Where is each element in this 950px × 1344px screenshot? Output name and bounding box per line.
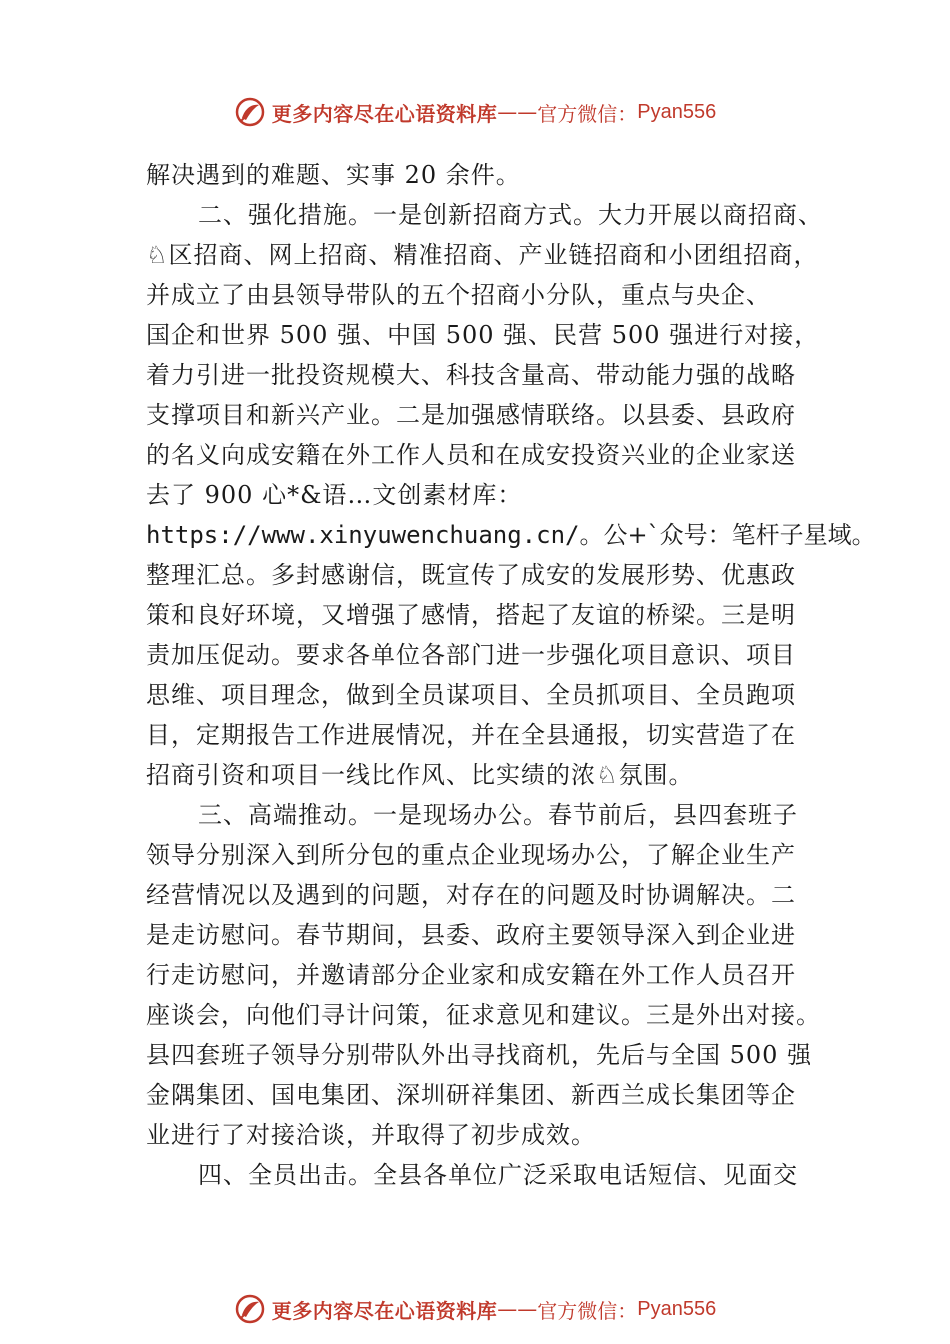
header-banner <box>0 92 950 132</box>
body-line: 支撑项目和新兴产业。二是加强感情联络。以县委、县政府 <box>146 401 796 429</box>
footer-wechat-label: 官方微信： <box>537 1298 638 1323</box>
header-brand-text: 更多内容尽在心语资料库 <box>271 101 498 126</box>
body-line: 国企和世界 500 强、中国 500 强、民营 500 强进行对接， <box>146 321 820 349</box>
body-line-url <box>146 515 876 555</box>
body-line: 整理汇总。多封感谢信，既宣传了成安的发展形势、优惠政 <box>146 561 796 589</box>
body-line: 是走访慰问。春节期间，县委、政府主要领导深入到企业进 <box>146 921 796 949</box>
body-line: 去了 900 心*&语…文创素材库： <box>146 481 523 509</box>
body-line: 业进行了对接洽谈，并取得了初步成效。 <box>146 1121 596 1149</box>
footer-banner <box>0 1289 950 1329</box>
body-line: 三、高端推动。一是现场办公。春节前后，县四套班子 <box>198 801 798 829</box>
body-line: 思维、项目理念，做到全员谋项目、全员抓项目、全员跑项 <box>146 681 796 709</box>
body-line: 四、全员出击。全县各单位广泛采取电话短信、见面交 <box>198 1161 798 1189</box>
header-separator: —— <box>497 100 538 124</box>
brand-logo-icon <box>234 96 266 128</box>
body-line: 策和良好环境，又增强了感情，搭起了友谊的桥梁。三是明 <box>146 601 796 629</box>
account-text: 公+`众号：笔杆子星域。 <box>603 521 876 549</box>
body-line: 金隅集团、国电集团、深圳研祥集团、新西兰成长集团等企 <box>146 1081 796 1109</box>
body-line: 行走访慰问，并邀请部分企业家和成安籍在外工作人员召开 <box>146 961 796 989</box>
body-line: 领导分别深入到所分包的重点企业现场办公，了解企业生产 <box>146 841 796 869</box>
body-line: 的名义向成安籍在外工作人员和在成安投资兴业的企业家送 <box>146 441 796 469</box>
body-line: 并成立了由县领导带队的五个招商小分队，重点与央企、 <box>146 281 771 309</box>
body-line: ♘区招商、网上招商、精准招商、产业链招商和小团组招商， <box>146 241 819 269</box>
document-body <box>146 155 876 1195</box>
body-line: 县四套班子领导分别带队外出寻找商机，先后与全国 500 强 <box>146 1041 813 1069</box>
body-line: 解决遇到的难题、实事 20 余件。 <box>146 161 521 189</box>
body-line: 招商引资和项目一线比作风、比实绩的浓♘氛围。 <box>146 761 694 789</box>
header-wechat-label: 官方微信： <box>537 101 638 126</box>
body-line: 责加压促动。要求各单位各部门进一步强化项目意识、项目 <box>146 641 796 669</box>
body-line: 二、强化措施。一是创新招商方式。大力开展以商招商、 <box>198 201 823 229</box>
footer-brand-text: 更多内容尽在心语资料库 <box>271 1298 498 1323</box>
body-line: 座谈会，向他们寻计问策，征求意见和建议。三是外出对接。 <box>146 1001 821 1029</box>
header-wechat-id: Pyan556 <box>637 100 717 123</box>
brand-logo-icon <box>234 1293 266 1325</box>
body-line: 经营情况以及遇到的问题，对存在的问题及时协调解决。二 <box>146 881 796 909</box>
footer-separator: —— <box>497 1297 538 1321</box>
body-line: 着力引进一批投资规模大、科技含量高、带动能力强的战略 <box>146 361 796 389</box>
body-line: 目，定期报告工作进展情况，并在全县通报，切实营造了在 <box>146 721 796 749</box>
source-url-text: https://www.xinyuwenchuang.cn/。 <box>146 521 604 549</box>
footer-wechat-id: Pyan556 <box>637 1297 717 1320</box>
